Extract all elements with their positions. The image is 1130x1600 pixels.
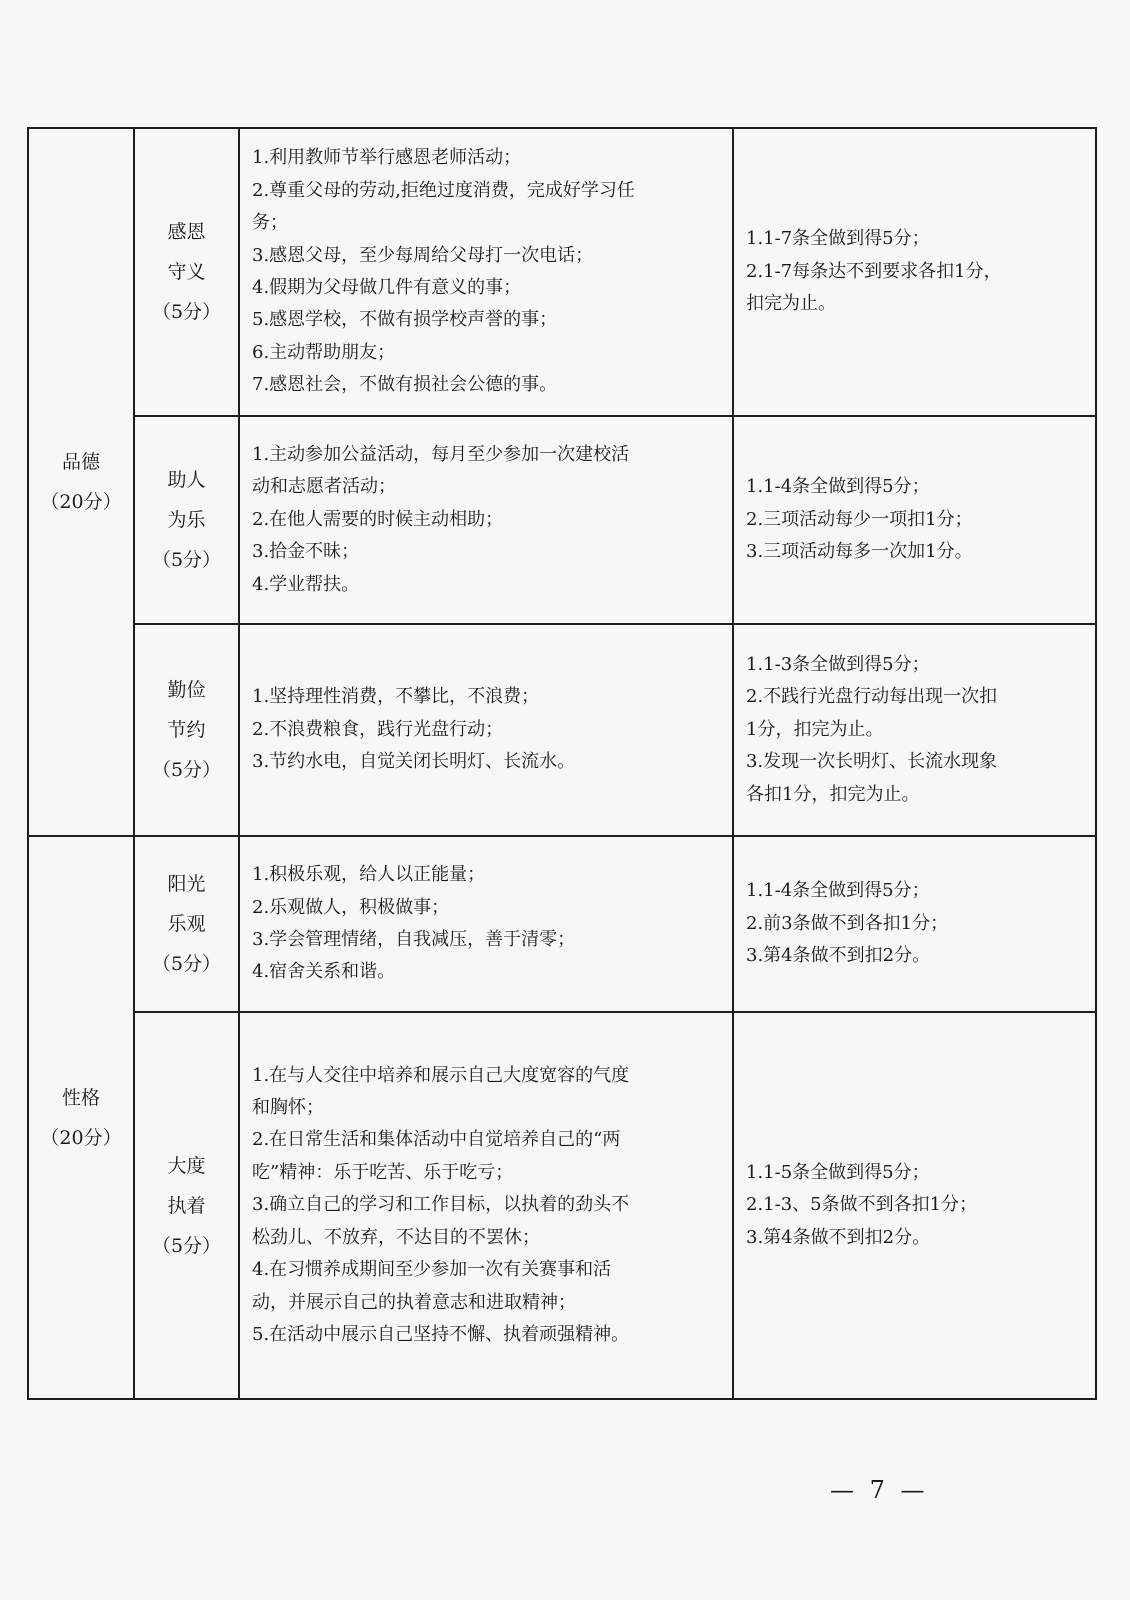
scoring-line: 1分，扣完为止。 <box>746 718 884 740</box>
scoring-cell <box>733 836 1096 1012</box>
requirement-line: 3.感恩父母，至少每周给父母打一次电话； <box>252 244 594 266</box>
scoring-line: 3.三项活动每多一次加1分。 <box>746 541 973 563</box>
subitem-line: 感恩 <box>167 221 206 243</box>
requirement-line: 4.学业帮扶。 <box>252 573 360 595</box>
subitem-line: 守义 <box>167 261 206 283</box>
scoring-line: 3.发现一次长明灯、长流水现象 <box>746 751 998 773</box>
scoring-line: 2.前3条做不到各扣1分； <box>746 912 949 934</box>
requirement-line: 动和志愿者活动； <box>252 476 396 498</box>
subitem-line: 勤俭 <box>167 679 206 701</box>
requirement-line: 吃”精神：乐于吃苦、乐于吃亏； <box>252 1161 514 1183</box>
requirement-line: 2.在日常生活和集体活动中自觉培养自己的“两 <box>252 1129 621 1151</box>
requirement-line: 务； <box>252 212 288 234</box>
scoring-line: 3.第4条做不到扣2分。 <box>746 1226 931 1248</box>
category-cell <box>28 128 134 836</box>
requirement-line: 松劲儿、不放弃，不达目的不罢休； <box>252 1226 540 1248</box>
requirement-line: 1.坚持理性消费，不攀比，不浪费； <box>252 686 540 708</box>
subitem-line: 助人 <box>167 469 206 491</box>
subitem-cell <box>134 128 239 416</box>
scoring-line: 1.1-5条全做到得5分； <box>746 1161 930 1183</box>
requirement-line: 3.拾金不昧； <box>252 541 360 563</box>
subitem-line: （5分） <box>151 953 222 975</box>
scoring-line: 2.不践行光盘行动每出现一次扣 <box>746 686 998 708</box>
requirement-line: 7.感恩社会，不做有损社会公德的事。 <box>252 374 558 396</box>
subitem-line: （5分） <box>151 549 222 571</box>
requirement-line: 6.主动帮助朋友； <box>252 341 396 363</box>
category-score: （20分） <box>40 491 122 513</box>
subitem-line: 为乐 <box>167 509 206 531</box>
requirements-cell <box>239 128 733 416</box>
subitem-line: 大度 <box>167 1154 206 1177</box>
subitem-line: （5分） <box>151 759 222 781</box>
scoring-line: 各扣1分，扣完为止。 <box>746 783 920 805</box>
requirements-cell <box>239 416 733 624</box>
requirement-line: 1.在与人交往中培养和展示自己大度宽容的气度 <box>252 1064 630 1086</box>
requirement-line: 动，并展示自己的执着意志和进取精神； <box>252 1291 576 1313</box>
scoring-line: 1.1-4条全做到得5分； <box>746 880 930 902</box>
scoring-cell <box>733 624 1096 836</box>
evaluation-table <box>27 127 1097 1400</box>
scoring-line: 2.1-7每条达不到要求各扣1分， <box>746 260 1002 282</box>
scoring-line: 2.1-3、5条做不到各扣1分； <box>746 1194 978 1216</box>
table-row <box>28 836 1096 1012</box>
subitem-line: （5分） <box>151 1234 222 1257</box>
category-cell <box>28 836 134 1399</box>
category-score: （20分） <box>40 1126 122 1149</box>
subitem-cell <box>134 624 239 836</box>
requirements-cell <box>239 1012 733 1399</box>
scoring-line: 扣完为止。 <box>746 293 836 315</box>
requirement-line: 3.节约水电，自觉关闭长明灯、长流水。 <box>252 751 576 773</box>
table-row <box>28 128 1096 416</box>
requirement-line: 2.在他人需要的时候主动相助； <box>252 508 504 530</box>
scoring-cell <box>733 416 1096 624</box>
table-row <box>28 1012 1096 1399</box>
requirement-line: 5.感恩学校，不做有损学校声誉的事； <box>252 309 558 331</box>
requirement-line: 2.不浪费粮食，践行光盘行动； <box>252 718 504 740</box>
requirement-line: 和胸怀； <box>252 1097 324 1119</box>
requirement-line: 1.积极乐观，给人以正能量； <box>252 864 486 886</box>
requirement-line: 3.确立自己的学习和工作目标，以执着的劲头不 <box>252 1194 630 1216</box>
scoring-line: 3.第4条做不到扣2分。 <box>746 945 931 967</box>
requirement-line: 4.宿舍关系和谐。 <box>252 961 396 983</box>
requirement-line: 5.在活动中展示自己坚持不懈、执着顽强精神。 <box>252 1323 630 1345</box>
scoring-line: 2.三项活动每少一项扣1分； <box>746 508 973 530</box>
subitem-line: （5分） <box>151 301 222 323</box>
requirement-line: 2.乐观做人，积极做事； <box>252 896 450 918</box>
subitem-line: 乐观 <box>167 913 206 935</box>
subitem-cell <box>134 416 239 624</box>
table-row <box>28 416 1096 624</box>
page-number: — 7 — <box>830 1476 929 1504</box>
requirements-cell <box>239 836 733 1012</box>
scoring-line: 1.1-7条全做到得5分； <box>746 228 930 250</box>
scoring-cell <box>733 128 1096 416</box>
subitem-cell <box>134 836 239 1012</box>
requirements-cell <box>239 624 733 836</box>
subitem-line: 节约 <box>167 719 206 741</box>
scoring-line: 1.1-3条全做到得5分； <box>746 653 930 675</box>
requirement-line: 4.假期为父母做几件有意义的事； <box>252 277 522 298</box>
table-row <box>28 624 1096 836</box>
subitem-line: 执着 <box>167 1194 206 1217</box>
scoring-cell <box>733 1012 1096 1399</box>
requirement-line: 1.主动参加公益活动，每月至少参加一次建校活 <box>252 443 630 465</box>
requirement-line: 3.学会管理情绪，自我减压，善于清零； <box>252 929 576 950</box>
category-name: 性格 <box>61 1086 100 1109</box>
requirement-line: 1.利用教师节举行感恩老师活动； <box>252 147 522 169</box>
requirement-line: 4.在习惯养成期间至少参加一次有关赛事和活 <box>252 1259 612 1281</box>
scoring-line: 1.1-4条全做到得5分； <box>746 476 930 498</box>
category-name: 品德 <box>61 451 100 473</box>
requirement-line: 2.尊重父母的劳动,拒绝过度消费，完成好学习任 <box>252 179 635 201</box>
subitem-cell <box>134 1012 239 1399</box>
subitem-line: 阳光 <box>167 873 206 895</box>
